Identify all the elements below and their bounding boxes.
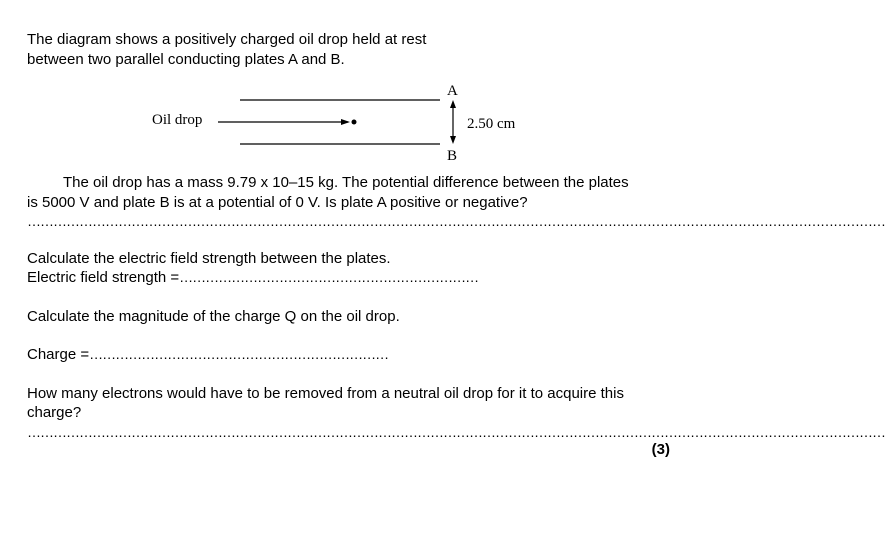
plate-a-label: A — [447, 83, 458, 99]
q1-line-1-text: The oil drop has a mass 9.79 x 10–15 kg. The potential difference between the plates — [63, 174, 629, 191]
intro-line-1: The diagram shows a positively charged oil drop held at rest — [27, 31, 427, 48]
separation-arrowhead-bottom — [450, 136, 456, 144]
q3-line-1: Calculate the magnitude of the charge Q on the oil drop. — [27, 308, 400, 325]
q2-label: Electric field strength = — [27, 269, 180, 286]
oil-drop-diagram — [140, 78, 540, 166]
q2-answer-line[interactable]: …………………………………………………………… — [179, 269, 479, 285]
q4-answer-line[interactable]: ……………………………………………………………………………………………………………………………………………………………………………… — [27, 424, 885, 440]
oil-drop-label: Oil drop — [152, 112, 203, 128]
plate-b-label: B — [447, 148, 458, 164]
q4-line-2: charge? — [27, 404, 82, 421]
q2-line-1: Calculate the electric field strength between the plates. — [27, 250, 391, 267]
q2-answer-row — [27, 268, 478, 287]
marks-label: (3) — [651, 441, 670, 458]
q3-answer-line[interactable]: …………………………………………………………… — [89, 346, 389, 362]
q3-label: Charge = — [27, 346, 90, 363]
oil-drop — [352, 120, 357, 125]
q1-line-1 — [27, 173, 629, 192]
separation-label: 2.50 cm — [467, 116, 516, 132]
intro-line-2: between two parallel conducting plates A and B. — [27, 51, 345, 68]
oil-drop-pointer-arrowhead — [341, 119, 350, 125]
q3-answer-row — [27, 345, 388, 364]
separation-arrowhead-top — [450, 100, 456, 108]
q1-line-2: is 5000 V and plate B is at a potential of 0 V. Is plate A positive or negative? — [27, 194, 528, 211]
q4-line-1: How many electrons would have to be removed from a neutral oil drop for it to acquire this — [27, 385, 624, 402]
q1-answer-line[interactable]: ……………………………………………………………………………………………………………………………………………………………………………… — [27, 213, 885, 229]
